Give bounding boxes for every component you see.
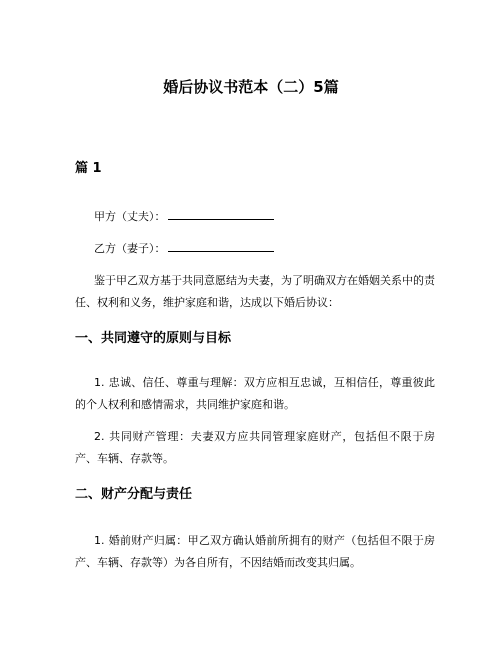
item-number: 2. (94, 430, 105, 443)
party-a-label: 甲方（丈夫）： (94, 210, 166, 223)
section-2-item-1 (75, 530, 435, 574)
part-heading: 篇 1 (75, 161, 102, 176)
party-b-line (94, 240, 274, 258)
item-text: 忠诚、信任、尊重与理解：双方应相互忠诚，互相信任，尊重彼此的个人权利和感情需求，共同维护家庭和谐。 (75, 376, 435, 411)
party-b-blank (168, 240, 274, 252)
section-1-item-2 (75, 426, 435, 470)
item-number: 1. (94, 376, 105, 389)
party-b-label: 乙方（妻子）： (94, 242, 166, 255)
section-1-item-1 (75, 372, 435, 416)
document-title: 婚后协议书范本（二）5篇 (163, 78, 339, 96)
item-text: 婚前财产归属：甲乙双方确认婚前所拥有的财产（包括但不限于房产、车辆、存款等）为各自所有，不因结婚而改变其归属。 (75, 534, 435, 569)
item-number: 1. (94, 534, 105, 547)
intro-paragraph: 鉴于甲乙双方基于共同意愿结为夫妻，为了明确双方在婚姻关系中的责任、权利和义务，维护家庭和谐，达成以下婚后协议： (75, 274, 435, 309)
item-text: 共同财产管理：夫妻双方应共同管理家庭财产，包括但不限于房产、车辆、存款等。 (75, 430, 435, 465)
section-heading-1: 一、共同遵守的原则与目标 (75, 331, 232, 346)
party-a-line (94, 208, 274, 226)
section-heading-2: 二、财产分配与责任 (75, 487, 193, 502)
party-a-blank (168, 208, 274, 220)
